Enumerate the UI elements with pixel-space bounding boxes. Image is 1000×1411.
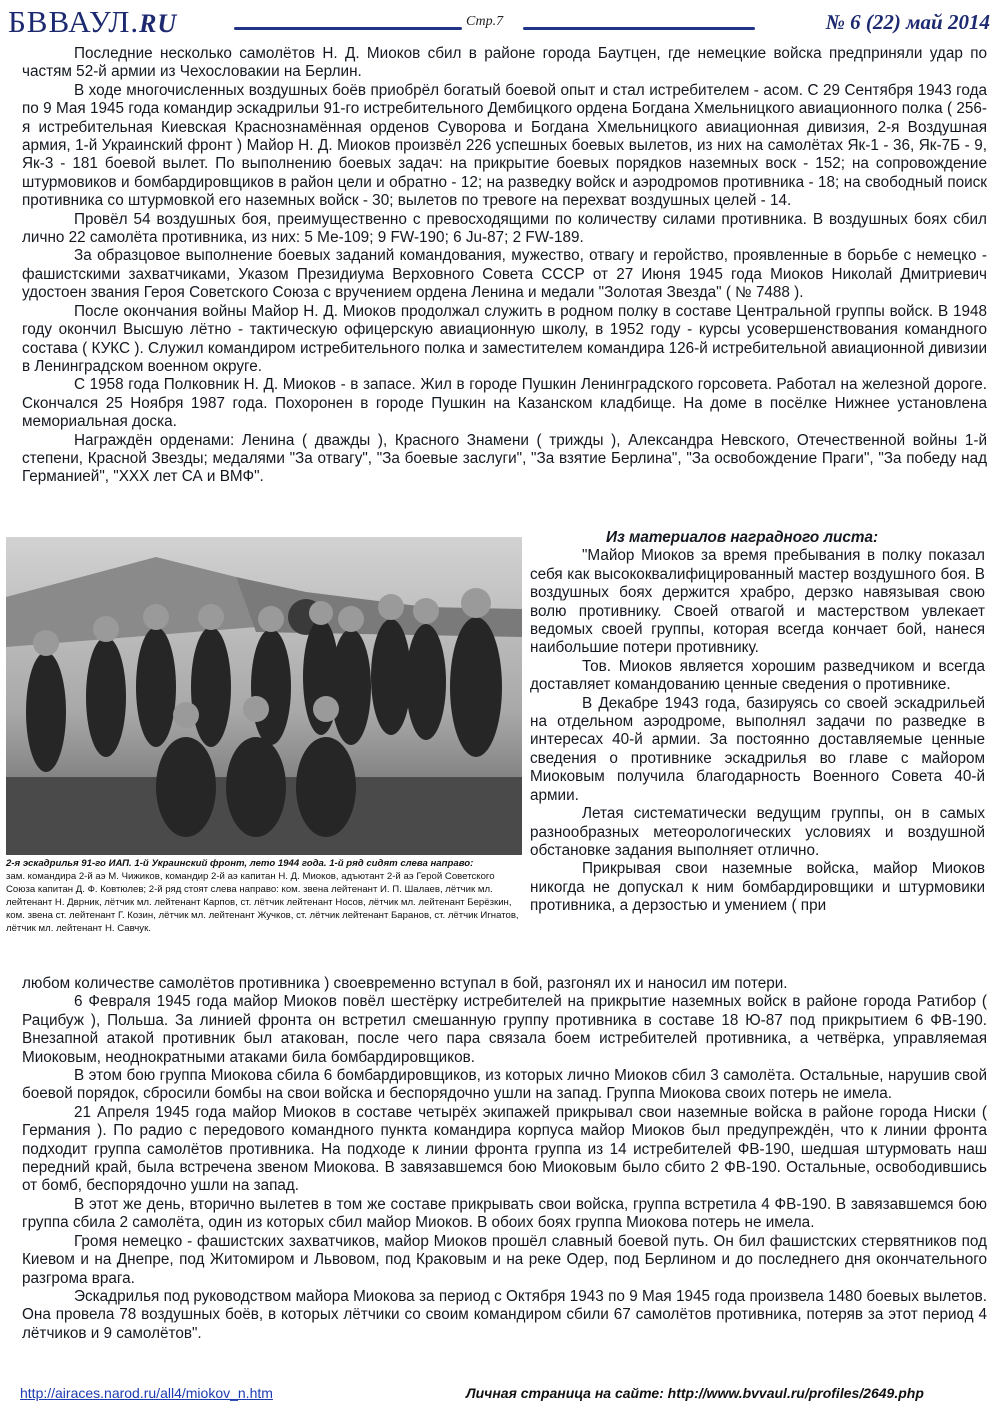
paragraph: Летая систематически ведущим группы, он в самых разнообразных метеорологических условиях и воздушной обстановке задания выполняет отлично. xyxy=(530,805,985,859)
paragraph: С 1958 года Полковник Н. Д. Миоков - в запасе. Жил в городе Пушкин Ленинградского горсовета. Работал на железной дороге. Скончался 25 Ноября 1987 года. Похоронен в городе Пушкин на Казанском кладбище. На доме в посёлке Нижнее установлена мемориальная доска. xyxy=(22,376,987,431)
paragraph: Громя немецко - фашистских захватчиков, майор Миоков прошёл славный боевой путь. Он бил фашистских стервятников под Киевом и на Днепре, под Житомиром и Львовом, под Краковым и на реке Одер, под Берлином и до последнего дня окончательного разгрома врага. xyxy=(22,1232,987,1287)
issue-number: № 6 (22) май 2014 xyxy=(825,10,990,34)
page-number: Стр.7 xyxy=(466,14,504,29)
paragraph: За образцовое выполнение боевых заданий командования, мужество, отвагу и геройство, проявленные в борьбе с немецко - фашистскими захватчиками, Указом Президиума Верховного Совета СССР от 27 Июня 1945 года Миоков Николай Дмитриевич удостоен звания Героя Советского Союза с вручением ордена Ленина и медали "Золотая Звезда" ( № 7488 ). xyxy=(22,247,987,302)
paragraph: Награждён орденами: Ленина ( дважды ), Красного Знамени ( трижды ), Александра Невского, Отечественной войны 1-й степени, Красной Звезды; медалями "За отвагу", "За боевые заслуги", "За взятие Берлина", "За освобождение Праги", "За победу над Германией", "ХХХ лет СА и ВМФ". xyxy=(22,431,987,486)
profile-page-link: Личная страница на сайте: http://www.bvvaul.ru/profiles/2649.php xyxy=(466,1385,924,1401)
paragraph: В ходе многочисленных воздушных боёв приобрёл богатый боевой опыт и стал истребителем - асом. С 29 Сентября 1943 года по 9 Мая 1945 года командир эскадрильи 91-го истребительного Дембицкого ордена Богдана Хмельницкого авиационного полка ( 256-я истребительная Киевская Краснознамённая орденов Суворова и Богдана Хмельницкого авиационная дивизия, 2-я Воздушная армия, 1-й Украинский фронт ) Майор Н. Д. Миоков произвёл 226 успешных боевых вылетов, из них на самолётах Як-1 - 36, Як-7Б - 9, Як-3 - 181 боевой вылет. По выполнению боевых задач: на прикрытие боевых порядков наземных воск - 152; на сопровождение штурмовиков и бомбардировщиков в район цели и обратно - 12; на разведку войск и аэродромов противника - 18; на свободный поиск противника со штурмовкой его наземных войск - 30; вылетов по тревоге на перехват воздушных целей - 14. xyxy=(22,81,987,210)
page-header xyxy=(0,0,1000,44)
paragraph: Прикрывая свои наземные войска, майор Миоков никогда не допускал к ним бомбардировщики и штурмовики противника, а дерзостью и умением ( при xyxy=(530,860,985,915)
paragraph: Эскадрилья под руководством майора Миокова за период с Октября 1943 по 9 Мая 1945 года произвела 1480 боевых вылетов. Она провела 78 воздушных боёв, в которых лётчики со своим командиром сбили 67 самолётов противника, потеряв за этот период 4 лётчиков и 9 самолётов". xyxy=(22,1287,987,1342)
logo-main: БВВАУЛ. xyxy=(8,4,140,39)
logo-ru: RU xyxy=(139,9,178,38)
header-rule-left xyxy=(234,27,462,30)
paragraph: "Майор Миоков за время пребывания в полку показал себя как высококвалифицированный мастер воздушного боя. В воздушных боях держится храбро, дерзко навязывая свою волю противнику. Своей отвагой и мастерством увлекает ведомых своей группы, которая всегда кончает бой, нанеся наибольшие потери противнику. xyxy=(530,547,985,657)
photo-caption-text: зам. командира 2-й аэ М. Чижиков, командир 2-й аэ капитан Н. Д. Миоков, адъютант 2-й аэ Герой Советского Союза капитан Д. Ф. Ковтюлев; 2-й ряд стоят слева направо: ком. звена лейтенант И. П. Шалаев, лётчик мл. лейтенант Н. Дврник, лётчик мл. лейтенант Карпов, ст. лётчик лейтенант Носов, лётчик мл. лейтенант Берёзкин, ком. звена ст. лейтенант Г. Козин, лётчик мл. лейтенант Жучков, ст. лётчик лейтенант Баранов, ст. лётчик Игнатов, лётчик мл. лейтенант Н. Савчук. xyxy=(6,871,519,934)
squadron-photo xyxy=(6,537,522,855)
paragraph: 21 Апреля 1945 года майор Миоков в составе четырёх экипажей прикрывал свои наземные войска в районе города Ниски ( Германия ). По радио с передового командного пункта командира корпуса майор Миоков был предупреждён, что к линии фронта подходит группа самолётов противника. На подходе к линии фронта группа из 14 истребителей ФВ-190, шедшая штурмовать наш передний край, была встречена звеном Миокова. В завязавшемся бою Миоковым было сбито 2 ФВ-190. Остальные, освободившись от бомб, беспорядочно ушли на запад. xyxy=(22,1103,987,1195)
award-sheet-title: Из материалов наградного листа: xyxy=(606,529,879,546)
source-link[interactable]: http://airaces.narod.ru/all4/miokov_n.htm xyxy=(20,1385,273,1401)
paragraph: В этом бою группа Миокова сбила 6 бомбардировщиков, из которых лично Миоков сбил 3 самолёта. Остальные, нарушив свой боевой порядок, сбросили бомбы на свои войска и беспорядочно ушли на запад. Группа Миокова своих потерь не имела. xyxy=(22,1067,987,1103)
paragraph: 6 Февраля 1945 года майор Миоков повёл шестёрку истребителей на прикрытие наземных войск в районе города Ратибор ( Рацибуж ), Польша. За линией фронта он встретил смешанную группу противника в составе 18 Ю-87 под прикрытием 6 ФВ-190. Внезапной атакой противник был атакован, после чего пара связала боем истребителей противника, а четвёрка, управляемая Миоковым, неоднократными атаками била бомбардировщиков. xyxy=(22,993,987,1066)
paragraph: В Декабре 1943 года, базируясь со своей эскадрильей на отдельном аэродроме, выполнял задачи по разведке в интересах 40-й армии. За постоянно доставляемые ценные сведения о противнике эскадрилья во главе с майором Миоковым получила благодарность Военного Совета 40-й армии. xyxy=(530,694,985,804)
paragraph: любом количестве самолётов противника ) своевременно вступал в бой, разгонял их и наносил им потери. xyxy=(22,975,788,992)
paragraph: После окончания войны Майор Н. Д. Миоков продолжал служить в родном полку в составе Центральной группы войск. В 1948 году окончил Высшую лётно - тактическую офицерскую авиационную школу, в 1952 году - курсы усовершенствования командного состава ( КУКС ). Служил командиром истребительного полка и заместителем командира 126-й истребительной авиационной дивизии в Ленинградском военном округе. xyxy=(22,302,987,375)
photo-caption xyxy=(6,857,522,935)
paragraph: Последние несколько самолётов Н. Д. Миоков сбил в районе города Баутцен, где немецкие войска предприняли удар по частям 52-й армии из Чехословакии на Берлин. xyxy=(22,45,987,81)
paragraph: Тов. Миоков является хорошим разведчиком и всегда доставляет командованию ценные сведения о противнике. xyxy=(530,657,985,694)
logo xyxy=(8,4,177,40)
squadron-photo-image xyxy=(6,537,522,855)
photo-caption-title: 2-я эскадрилья 91-го ИАП. 1-й Украинский фронт, лето 1944 года. 1-й ряд сидят слева направо: xyxy=(6,858,474,869)
award-sheet-column xyxy=(530,529,985,916)
top-article-text xyxy=(22,45,987,487)
header-rule-right xyxy=(523,27,755,30)
bottom-article-text xyxy=(22,975,987,1343)
paragraph: Провёл 54 воздушных боя, преимущественно с превосходящими по количеству силами противника. В воздушных боях сбил лично 22 самолёта противника, из них: 5 Ме-109; 9 FW-190; 6 Ju-87; 2 FW-189. xyxy=(22,210,987,247)
paragraph: В этот же день, вторично вылетев в том же составе прикрывать свои войска, группа встретила 4 ФВ-190. В завязавшемся бою группа сбила 2 самолёта, один из которых сбил майор Миоков. В обоих боях группа Миокова потерь не имела. xyxy=(22,1195,987,1232)
